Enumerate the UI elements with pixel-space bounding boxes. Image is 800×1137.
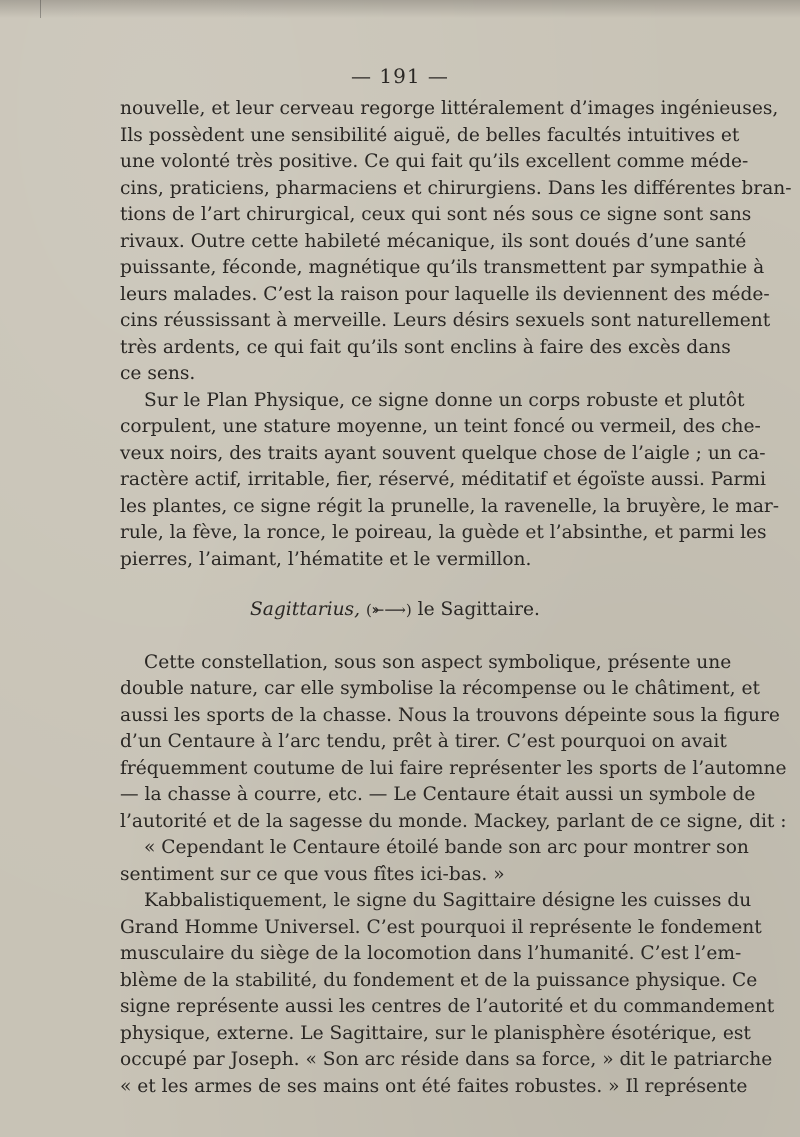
text-line: cins réussissant à merveille. Leurs désirs sexuels sont naturellement	[120, 310, 771, 331]
paragraph-constellation	[120, 650, 787, 836]
text-line: d’un Centaure à l’arc tendu, prêt à tirer. C’est pourquoi on avait	[120, 731, 727, 752]
text-line: une volonté très positive. Ce qui fait qu’ils excellent comme méde-	[120, 151, 749, 172]
text-line: nouvelle, et leur cerveau regorge littéralement d’images ingénieuses,	[120, 98, 779, 119]
text-line: Cette constellation, sous son aspect symbolique, présente une	[144, 651, 732, 673]
text-line: physique, externe. Le Sagittaire, sur le planisphère ésotérique, est	[120, 1022, 751, 1044]
text-line: puissante, féconde, magnétique qu’ils transmettent par sympathie à	[120, 257, 765, 278]
text-line: aussi les sports de la chasse. Nous la trouvons dépeinte sous la figure	[120, 704, 780, 726]
text-line: blème de la stabilité, du fondement et de la puissance physique. Ce	[120, 969, 758, 991]
text-line: leurs malades. C’est la raison pour laquelle ils deviennent des méde-	[120, 283, 770, 305]
text-line: cins, praticiens, pharmaciens et chirurgiens. Dans les différentes bran-	[120, 177, 792, 199]
paragraph-physical-plane	[120, 388, 780, 574]
text-line: corpulent, une stature moyenne, un teint foncé ou vermeil, des che-	[120, 416, 761, 437]
text-line: ce sens.	[120, 363, 196, 384]
section-heading-sagittarius	[120, 597, 670, 624]
body-text	[120, 96, 792, 1100]
text-line: sentiment sur ce que vous fîtes ici-bas. »	[120, 863, 505, 885]
text-line: Ils possèdent une sensibilité aiguë, de belles facultés intuitives et	[120, 124, 740, 146]
text-line: occupé par Joseph. « Son arc réside dans sa force, » dit le patriarche	[120, 1049, 773, 1070]
text-line: « et les armes de ses mains ont été faites robustes. » Il représente	[120, 1075, 748, 1097]
paragraph-quotation	[120, 835, 749, 888]
text-line: très ardents, ce qui fait qu’ils sont enclins à faire des excès dans	[120, 336, 731, 358]
page-top-shadow	[0, 0, 800, 18]
heading-french-name: le Sagittaire.	[417, 599, 540, 620]
text-line: ractère actif, irritable, fier, réservé, méditatif et égoïste aussi. Parmi	[120, 469, 767, 490]
text-line: rule, la fève, la ronce, le poireau, la guède et l’absinthe, et parmi les	[120, 522, 767, 543]
text-line: rivaux. Outre cette habileté mécanique, ils sont doués d’une santé	[120, 230, 747, 252]
text-line: veux noirs, des traits ayant souvent quelque chose de l’aigle ; un ca-	[120, 442, 766, 464]
text-line: Grand Homme Universel. C’est pourquoi il représente le fondement	[120, 916, 762, 938]
text-line: Kabbalistiquement, le signe du Sagittaire désigne les cuisses du	[144, 890, 752, 911]
text-line: pierres, l’aimant, l’hématite et le vermillon.	[120, 548, 532, 570]
text-line: — la chasse à courre, etc. — Le Centaure était aussi un symbole de	[120, 784, 756, 805]
sagittarius-symbol-icon: (⤜⟶)	[365, 601, 412, 619]
page-corner-mark	[0, 0, 41, 18]
text-line: signe représente aussi les centres de l’autorité et du commandement	[120, 996, 775, 1017]
text-line: tions de l’art chirurgical, ceux qui sont nés sous ce signe sont sans	[120, 204, 752, 225]
text-line: Sur le Plan Physique, ce signe donne un corps robuste et plutôt	[144, 389, 745, 411]
text-line: l’autorité et de la sagesse du monde. Mackey, parlant de ce signe, dit :	[120, 810, 787, 832]
text-line: musculaire du siège de la locomotion dans l’humanité. C’est l’em-	[120, 943, 742, 964]
text-line: « Cependant le Centaure étoilé bande son arc pour montrer son	[144, 837, 749, 858]
paragraph-kabbalistic	[120, 888, 775, 1100]
text-line: fréquemment coutume de lui faire représenter les sports de l’automne	[120, 757, 787, 779]
heading-latin-name: Sagittarius,	[250, 599, 361, 620]
text-line: double nature, car elle symbolise la récompense ou le châtiment, et	[120, 678, 760, 699]
page-number: — 191 —	[351, 64, 449, 88]
text-line: les plantes, ce signe régit la prunelle, la ravenelle, la bruyère, le mar-	[120, 495, 780, 517]
paragraph-medical-aptitudes	[120, 96, 792, 388]
